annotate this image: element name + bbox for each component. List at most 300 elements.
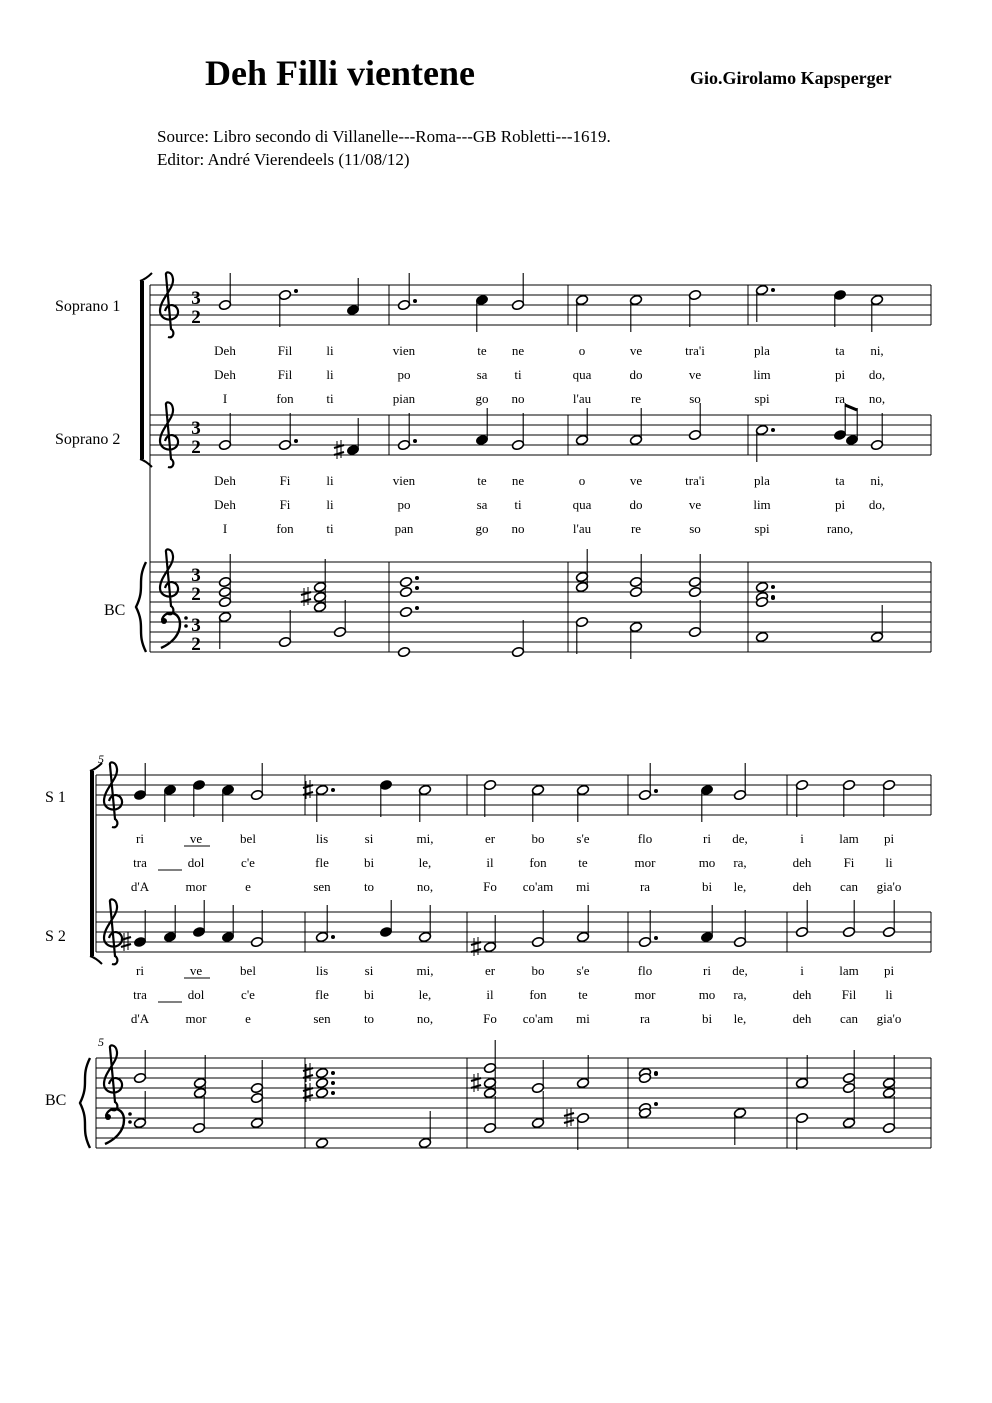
s1l-lyric-syllable: deh bbox=[792, 879, 812, 894]
chord-note bbox=[531, 1082, 544, 1093]
s1l-lyric-syllable: co'am bbox=[522, 879, 554, 894]
note-head bbox=[221, 931, 234, 942]
s1l-lyric-syllable: Fi bbox=[843, 855, 855, 870]
chord-note bbox=[399, 576, 412, 587]
augmentation-dot bbox=[331, 1091, 335, 1095]
s2l-lyric-syllable: lam bbox=[839, 963, 859, 978]
s1l-lyric-syllable: gia'o bbox=[876, 879, 902, 894]
systems.0.lyrics.s1-lyric-syllable: ti bbox=[514, 367, 522, 382]
s1l-lyric-syllable: si bbox=[364, 831, 374, 846]
staff-label-bc: BC bbox=[45, 1092, 67, 1109]
s2l-lyric-syllable: i bbox=[800, 963, 804, 978]
source-line: Source: Libro secondo di Villanelle---Roma---GB Robletti---1619. bbox=[157, 127, 611, 146]
chord-note bbox=[483, 1062, 496, 1073]
bracket-top-hook bbox=[140, 273, 152, 281]
note-head bbox=[278, 289, 291, 300]
note-head bbox=[192, 1122, 205, 1133]
s2l-lyric-syllable: li bbox=[885, 987, 893, 1002]
note-head bbox=[833, 429, 846, 440]
systems.0.lyrics.s1-lyric-syllable: so bbox=[689, 391, 701, 406]
time-signature-top: 3 bbox=[191, 565, 201, 586]
note-head bbox=[511, 439, 524, 450]
note-head bbox=[688, 429, 701, 440]
note-head bbox=[882, 779, 895, 790]
note-head bbox=[688, 626, 701, 637]
augmentation-dot bbox=[415, 586, 419, 590]
systems.0.lyrics.s2-lyric-syllable: tra'i bbox=[685, 473, 705, 488]
systems.0.lyrics.s1-lyric-syllable: I bbox=[222, 391, 228, 406]
systems.0.lyrics.s1-lyric-syllable: l'au bbox=[572, 391, 592, 406]
note-head bbox=[575, 294, 588, 305]
s2l-lyric-syllable: dol bbox=[187, 987, 205, 1002]
systems.0.lyrics.s1-lyric-syllable: fon bbox=[276, 391, 294, 406]
augmentation-dot bbox=[331, 935, 335, 939]
augmentation-dot bbox=[654, 1102, 658, 1106]
note-head bbox=[218, 611, 231, 622]
augmentation-dot bbox=[771, 288, 775, 292]
s2l-lyric-syllable: ri bbox=[703, 963, 711, 978]
note-head bbox=[638, 789, 651, 800]
keyboard-brace bbox=[136, 562, 146, 652]
systems.0.lyrics.s1-lyric-syllable: do, bbox=[868, 367, 886, 382]
systems.0.lyrics.s2-lyric-syllable: fon bbox=[276, 521, 294, 536]
note-head bbox=[688, 289, 701, 300]
s1l-lyric-syllable: s'e bbox=[576, 831, 590, 846]
sharp-stroke bbox=[564, 1120, 574, 1123]
bass-clef-dot bbox=[128, 1120, 132, 1124]
note-head bbox=[483, 941, 496, 952]
chord-note bbox=[399, 586, 412, 597]
note-head bbox=[755, 631, 768, 642]
note-head bbox=[250, 789, 263, 800]
note-head bbox=[511, 646, 524, 657]
s1l-lyric-syllable: mor bbox=[634, 855, 656, 870]
s2l-lyric-syllable: Fo bbox=[483, 1011, 497, 1026]
note-head bbox=[733, 789, 746, 800]
note-head bbox=[755, 284, 768, 295]
note-head bbox=[475, 434, 488, 445]
s2l-lyric-syllable: fon bbox=[529, 987, 547, 1002]
note-head bbox=[575, 434, 588, 445]
augmentation-dot bbox=[654, 936, 658, 940]
note-head bbox=[842, 779, 855, 790]
chord-note bbox=[315, 1067, 328, 1078]
chord-note bbox=[133, 1072, 146, 1083]
note-head bbox=[531, 936, 544, 947]
augmentation-dot bbox=[331, 1071, 335, 1075]
systems.0.lyrics.s1-lyric-syllable: o bbox=[578, 343, 586, 358]
systems.0.lyrics.s1-lyric-syllable: go bbox=[475, 391, 489, 406]
s2l-lyric-syllable: si bbox=[364, 963, 374, 978]
systems.0.lyrics.s1-lyric-syllable: no, bbox=[868, 391, 886, 406]
s1l-lyric-syllable: i bbox=[800, 831, 804, 846]
systems.0.lyrics.s1-lyric-syllable: te bbox=[477, 343, 487, 358]
chord-note bbox=[218, 596, 231, 607]
chord-note bbox=[218, 576, 231, 587]
note-head bbox=[133, 789, 146, 800]
chord-note bbox=[399, 606, 412, 617]
bass-clef-dot bbox=[184, 624, 188, 628]
augmentation-dot bbox=[331, 1081, 335, 1085]
staff-group-bracket bbox=[90, 771, 94, 956]
bracket-bottom-hook bbox=[90, 956, 102, 964]
note-head bbox=[163, 784, 176, 795]
systems.0.lyrics.s1-lyric-syllable: no bbox=[511, 391, 525, 406]
s1l-lyric-syllable: c'e bbox=[241, 855, 255, 870]
sharp-sign bbox=[471, 937, 481, 956]
systems.0.lyrics.s2-lyric-syllable: Deh bbox=[214, 473, 236, 488]
s2l-lyric-syllable: pi bbox=[883, 963, 895, 978]
staff-group-bracket bbox=[140, 281, 144, 459]
s2l-lyric-syllable: de, bbox=[732, 963, 748, 978]
systems.0.lyrics.s2-lyric-syllable: go bbox=[475, 521, 489, 536]
staff-label-soprano-2: Soprano 2 bbox=[55, 431, 121, 448]
s2l-lyric-syllable: d'A bbox=[130, 1011, 150, 1026]
time-signature-bottom: 2 bbox=[191, 634, 201, 655]
chord-note bbox=[882, 1087, 895, 1098]
s1l-lyric-syllable: ra bbox=[639, 879, 651, 894]
bass-clef-dot bbox=[128, 1112, 132, 1116]
augmentation-dot bbox=[415, 576, 419, 580]
chord-note bbox=[688, 586, 701, 597]
systems.0.lyrics.s2-lyric-syllable: ta bbox=[835, 473, 845, 488]
note-head bbox=[218, 439, 231, 450]
systems.0.lyrics.s2-lyric-syllable: ti bbox=[326, 521, 334, 536]
note-head bbox=[315, 1137, 328, 1148]
systems.0.lyrics.s2-lyric-syllable: lim bbox=[753, 497, 771, 512]
s1l-lyric-syllable: ve bbox=[189, 831, 203, 846]
s1l-lyric-syllable: bi bbox=[701, 879, 713, 894]
note-head bbox=[397, 646, 410, 657]
chord-note bbox=[250, 1092, 263, 1103]
note-head bbox=[250, 1117, 263, 1128]
systems.0.lyrics.s2-lyric-syllable: do bbox=[629, 497, 643, 512]
note-head bbox=[576, 931, 589, 942]
systems.0.lyrics.s2-lyric-syllable: so bbox=[689, 521, 701, 536]
systems.0.lyrics.s2-lyric-syllable: o bbox=[578, 473, 586, 488]
systems.0.lyrics.s1-lyric-syllable: ne bbox=[511, 343, 525, 358]
note-head bbox=[221, 784, 234, 795]
note-head bbox=[483, 1122, 496, 1133]
s2l-lyric-syllable: ri bbox=[136, 963, 144, 978]
composer-name: Gio.Girolamo Kapsperger bbox=[690, 68, 892, 88]
systems.0.lyrics.s2-lyric-syllable: rano, bbox=[826, 521, 854, 536]
s1l-lyric-syllable: pi bbox=[883, 831, 895, 846]
chord-note bbox=[315, 1087, 328, 1098]
s2l-lyric-syllable: co'am bbox=[522, 1011, 554, 1026]
sharp-stroke bbox=[121, 944, 131, 947]
s1l-lyric-syllable: mi bbox=[576, 879, 590, 894]
s1l-lyric-syllable: mor bbox=[185, 879, 207, 894]
systems.0.lyrics.s1-lyric-syllable: ve bbox=[688, 367, 702, 382]
note-head bbox=[418, 931, 431, 942]
systems.0.lyrics.s2-lyric-syllable: re bbox=[630, 521, 642, 536]
systems.0.lyrics.s2-lyric-syllable: li bbox=[326, 473, 334, 488]
note-head bbox=[379, 926, 392, 937]
note-head bbox=[315, 784, 328, 795]
s2l-lyric-syllable: le, bbox=[418, 987, 432, 1002]
s2l-lyric-syllable: tra bbox=[133, 987, 147, 1002]
systems.0.lyrics.s1-lyric-syllable: po bbox=[397, 367, 411, 382]
s2l-lyric-syllable: c'e bbox=[241, 987, 255, 1002]
s1l-lyric-syllable: bi bbox=[363, 855, 375, 870]
note-head bbox=[842, 1117, 855, 1128]
s2l-lyric-syllable: no, bbox=[416, 1011, 434, 1026]
bass-clef-dot bbox=[105, 1114, 111, 1120]
systems.0.lyrics.s1-lyric-syllable: qua bbox=[572, 367, 592, 382]
s1l-lyric-syllable: mi, bbox=[416, 831, 434, 846]
s2l-lyric-syllable: deh bbox=[792, 987, 812, 1002]
s2l-lyric-syllable: mi bbox=[576, 1011, 590, 1026]
s1l-lyric-syllable: dol bbox=[187, 855, 205, 870]
staff-label-soprano-1: Soprano 1 bbox=[55, 298, 121, 315]
systems.0.lyrics.s2-lyric-syllable: pi bbox=[834, 497, 846, 512]
systems.0.lyrics.s1-lyric-syllable: vien bbox=[392, 343, 416, 358]
chord-note bbox=[483, 1087, 496, 1098]
note-head bbox=[346, 304, 359, 315]
s1l-lyric-syllable: mo bbox=[698, 855, 716, 870]
chord-note bbox=[629, 576, 642, 587]
keyboard-brace bbox=[80, 1058, 90, 1148]
time-signature-bottom: 2 bbox=[191, 437, 201, 458]
note-head bbox=[755, 424, 768, 435]
time-signature-top: 3 bbox=[191, 615, 201, 636]
s2l-lyric-syllable: bo bbox=[531, 963, 545, 978]
s1l-lyric-syllable: le, bbox=[418, 855, 432, 870]
editor-line: Editor: André Vierendeels (11/08/12) bbox=[157, 150, 410, 169]
systems.0.lyrics.s2-lyric-syllable: te bbox=[477, 473, 487, 488]
s1l-lyric-syllable: er bbox=[484, 831, 496, 846]
note-head bbox=[870, 631, 883, 642]
chord-note bbox=[575, 571, 588, 582]
systems.0.lyrics.s1-lyric-syllable: Fil bbox=[277, 367, 293, 382]
s1l-lyric-syllable: flo bbox=[637, 831, 653, 846]
systems.0.lyrics.s1-lyric-syllable: do bbox=[629, 367, 643, 382]
systems.0.lyrics.s2-lyric-syllable: l'au bbox=[572, 521, 592, 536]
s1l-lyric-syllable: le, bbox=[733, 879, 747, 894]
s2l-lyric-syllable: er bbox=[484, 963, 496, 978]
augmentation-dot bbox=[771, 596, 775, 600]
s1l-lyric-syllable: bel bbox=[240, 831, 256, 846]
systems.0.lyrics.s2-lyric-syllable: ve bbox=[688, 497, 702, 512]
sharp-sign bbox=[301, 587, 311, 606]
note-head bbox=[638, 936, 651, 947]
systems.0.lyrics.s1-lyric-syllable: li bbox=[326, 367, 334, 382]
s2l-lyric-syllable: bel bbox=[240, 963, 256, 978]
s1l-lyric-syllable: fle bbox=[315, 855, 329, 870]
systems.0.lyrics.s2-lyric-syllable: no bbox=[511, 521, 525, 536]
s2l-lyric-syllable: mor bbox=[185, 1011, 207, 1026]
chord-note bbox=[688, 576, 701, 587]
chord-note bbox=[483, 1077, 496, 1088]
note-head bbox=[870, 439, 883, 450]
note-head bbox=[133, 936, 146, 947]
systems.0.lyrics.s1-lyric-syllable: tra'i bbox=[685, 343, 705, 358]
note-head bbox=[629, 434, 642, 445]
s2l-lyric-syllable: bi bbox=[701, 1011, 713, 1026]
augmentation-dot bbox=[771, 428, 775, 432]
systems.0.lyrics.s1-lyric-syllable: pi bbox=[834, 367, 846, 382]
systems.0.lyrics.s2-lyric-syllable: spi bbox=[754, 521, 770, 536]
systems.0.lyrics.s2-lyric-syllable: Fi bbox=[279, 497, 291, 512]
systems.0.lyrics.s1-lyric-syllable: lim bbox=[753, 367, 771, 382]
note-head bbox=[418, 784, 431, 795]
s1l-lyric-syllable: bo bbox=[531, 831, 545, 846]
note-head bbox=[576, 1112, 589, 1123]
s2l-lyric-syllable: mo bbox=[698, 987, 716, 1002]
note-head bbox=[795, 779, 808, 790]
bass-clef-dot bbox=[184, 616, 188, 620]
time-signature-top: 3 bbox=[191, 418, 201, 439]
s1l-lyric-syllable: lam bbox=[839, 831, 859, 846]
augmentation-dot bbox=[415, 606, 419, 610]
note-head bbox=[629, 294, 642, 305]
note-head bbox=[870, 294, 883, 305]
bass-clef-dot bbox=[161, 618, 167, 624]
chord-note bbox=[313, 591, 326, 602]
note-head bbox=[250, 936, 263, 947]
systems.0.lyrics.s2-lyric-syllable: do, bbox=[868, 497, 886, 512]
systems.0.lyrics.s1-lyric-syllable: ta bbox=[835, 343, 845, 358]
s2l-lyric-syllable: fle bbox=[315, 987, 329, 1002]
s1l-lyric-syllable: e bbox=[245, 879, 251, 894]
systems.0.lyrics.s2-lyric-syllable: vien bbox=[392, 473, 416, 488]
augmentation-dot bbox=[413, 439, 417, 443]
chord-note bbox=[755, 581, 768, 592]
note-head bbox=[833, 289, 846, 300]
staff-label-s2: S 2 bbox=[45, 928, 66, 945]
s2l-lyric-syllable: bi bbox=[363, 987, 375, 1002]
note-head bbox=[882, 926, 895, 937]
s2l-lyric-syllable: ra, bbox=[733, 987, 747, 1002]
note-head bbox=[379, 779, 392, 790]
s1l-lyric-syllable: to bbox=[363, 879, 375, 894]
systems.0.lyrics.s2-lyric-syllable: pla bbox=[754, 473, 770, 488]
chord-note bbox=[629, 586, 642, 597]
systems.0.lyrics.s1-lyric-syllable: ra bbox=[834, 391, 846, 406]
measure-number: 5 bbox=[98, 752, 104, 766]
note-head bbox=[483, 779, 496, 790]
systems.0.lyrics.s2-lyric-syllable: sa bbox=[476, 497, 488, 512]
s2l-lyric-syllable: ra bbox=[639, 1011, 651, 1026]
note-head bbox=[333, 626, 346, 637]
systems.0.lyrics.s2-lyric-syllable: qua bbox=[572, 497, 592, 512]
note-head bbox=[278, 636, 291, 647]
chord-note bbox=[842, 1082, 855, 1093]
s1l-lyric-syllable: ri bbox=[703, 831, 711, 846]
s2l-lyric-syllable: gia'o bbox=[876, 1011, 902, 1026]
chord-note bbox=[575, 581, 588, 592]
s1l-lyric-syllable: Fo bbox=[483, 879, 497, 894]
systems.0.lyrics.s2-lyric-syllable: Fi bbox=[279, 473, 291, 488]
note-head bbox=[346, 444, 359, 455]
augmentation-dot bbox=[413, 299, 417, 303]
s2l-lyric-syllable: mor bbox=[634, 987, 656, 1002]
s2l-lyric-syllable: le, bbox=[733, 1011, 747, 1026]
systems.0.lyrics.s2-lyric-syllable: ni, bbox=[870, 473, 884, 488]
note-head bbox=[418, 1137, 431, 1148]
systems.0.lyrics.s2-lyric-syllable: li bbox=[326, 497, 334, 512]
time-signature-bottom: 2 bbox=[191, 584, 201, 605]
note-head bbox=[629, 621, 642, 632]
systems.0.lyrics.s1-lyric-syllable: Deh bbox=[214, 343, 236, 358]
s1l-lyric-syllable: can bbox=[839, 879, 859, 894]
systems.0.lyrics.s1-lyric-syllable: pian bbox=[392, 391, 416, 406]
sharp-stroke bbox=[564, 1113, 574, 1116]
s1l-lyric-syllable: lis bbox=[315, 831, 329, 846]
systems.0.lyrics.s1-lyric-syllable: ve bbox=[629, 343, 643, 358]
s2l-lyric-syllable: can bbox=[839, 1011, 859, 1026]
s2l-lyric-syllable: mi, bbox=[416, 963, 434, 978]
time-signature-bottom: 2 bbox=[191, 307, 201, 328]
time-signature-top: 3 bbox=[191, 288, 201, 309]
note-head bbox=[511, 299, 524, 310]
note-head bbox=[576, 784, 589, 795]
note-head bbox=[700, 931, 713, 942]
chord-note bbox=[842, 1072, 855, 1083]
chord-note bbox=[576, 1077, 589, 1088]
note-head bbox=[218, 299, 231, 310]
staff-label-s1: S 1 bbox=[45, 789, 66, 806]
systems.0.lyrics.s1-lyric-syllable: spi bbox=[754, 391, 770, 406]
note-head bbox=[475, 294, 488, 305]
s2l-lyric-syllable: lis bbox=[315, 963, 329, 978]
s2l-lyric-syllable: e bbox=[245, 1011, 251, 1026]
note-head bbox=[315, 931, 328, 942]
s2l-lyric-syllable: s'e bbox=[576, 963, 590, 978]
bass-clef bbox=[161, 613, 188, 648]
sharp-sign bbox=[334, 440, 344, 459]
s1l-lyric-syllable: li bbox=[885, 855, 893, 870]
s2l-lyric-syllable: Fil bbox=[841, 987, 857, 1002]
systems.0.lyrics.s2-lyric-syllable: Deh bbox=[214, 497, 236, 512]
eighth-beam bbox=[845, 405, 857, 410]
systems.0.lyrics.s1-lyric-syllable: Deh bbox=[214, 367, 236, 382]
chord-note bbox=[313, 581, 326, 592]
systems.0.lyrics.s1-lyric-syllable: pla bbox=[754, 343, 770, 358]
s1l-lyric-syllable: te bbox=[578, 855, 588, 870]
s2l-lyric-syllable: flo bbox=[637, 963, 653, 978]
s1l-lyric-syllable: d'A bbox=[130, 879, 150, 894]
augmentation-dot bbox=[331, 788, 335, 792]
s2l-lyric-syllable: il bbox=[486, 987, 494, 1002]
systems.0.lyrics.s1-lyric-syllable: li bbox=[326, 343, 334, 358]
systems.0.lyrics.s2-lyric-syllable: I bbox=[222, 521, 228, 536]
augmentation-dot bbox=[654, 1072, 658, 1076]
note-head bbox=[733, 1107, 746, 1118]
piece-title: Deh Filli vientene bbox=[205, 53, 475, 93]
s2l-lyric-syllable: to bbox=[363, 1011, 375, 1026]
chord-note bbox=[315, 1077, 328, 1088]
systems.0.lyrics.s2-lyric-syllable: pan bbox=[394, 521, 414, 536]
bass-clef bbox=[105, 1109, 132, 1144]
note-head bbox=[531, 1117, 544, 1128]
note-head bbox=[192, 779, 205, 790]
chord-note bbox=[313, 601, 326, 612]
s1l-lyric-syllable: de, bbox=[732, 831, 748, 846]
note-head bbox=[795, 1112, 808, 1123]
note-head bbox=[700, 784, 713, 795]
augmentation-dot bbox=[294, 289, 298, 293]
s1l-lyric-syllable: no, bbox=[416, 879, 434, 894]
augmentation-dot bbox=[294, 439, 298, 443]
chord-note bbox=[193, 1077, 206, 1088]
s1l-lyric-syllable: sen bbox=[313, 879, 331, 894]
systems.0.lyrics.s2-lyric-syllable: ti bbox=[514, 497, 522, 512]
s1l-lyric-syllable: ri bbox=[136, 831, 144, 846]
measure-number: 5 bbox=[98, 1035, 104, 1049]
s1l-lyric-syllable: ra, bbox=[733, 855, 747, 870]
